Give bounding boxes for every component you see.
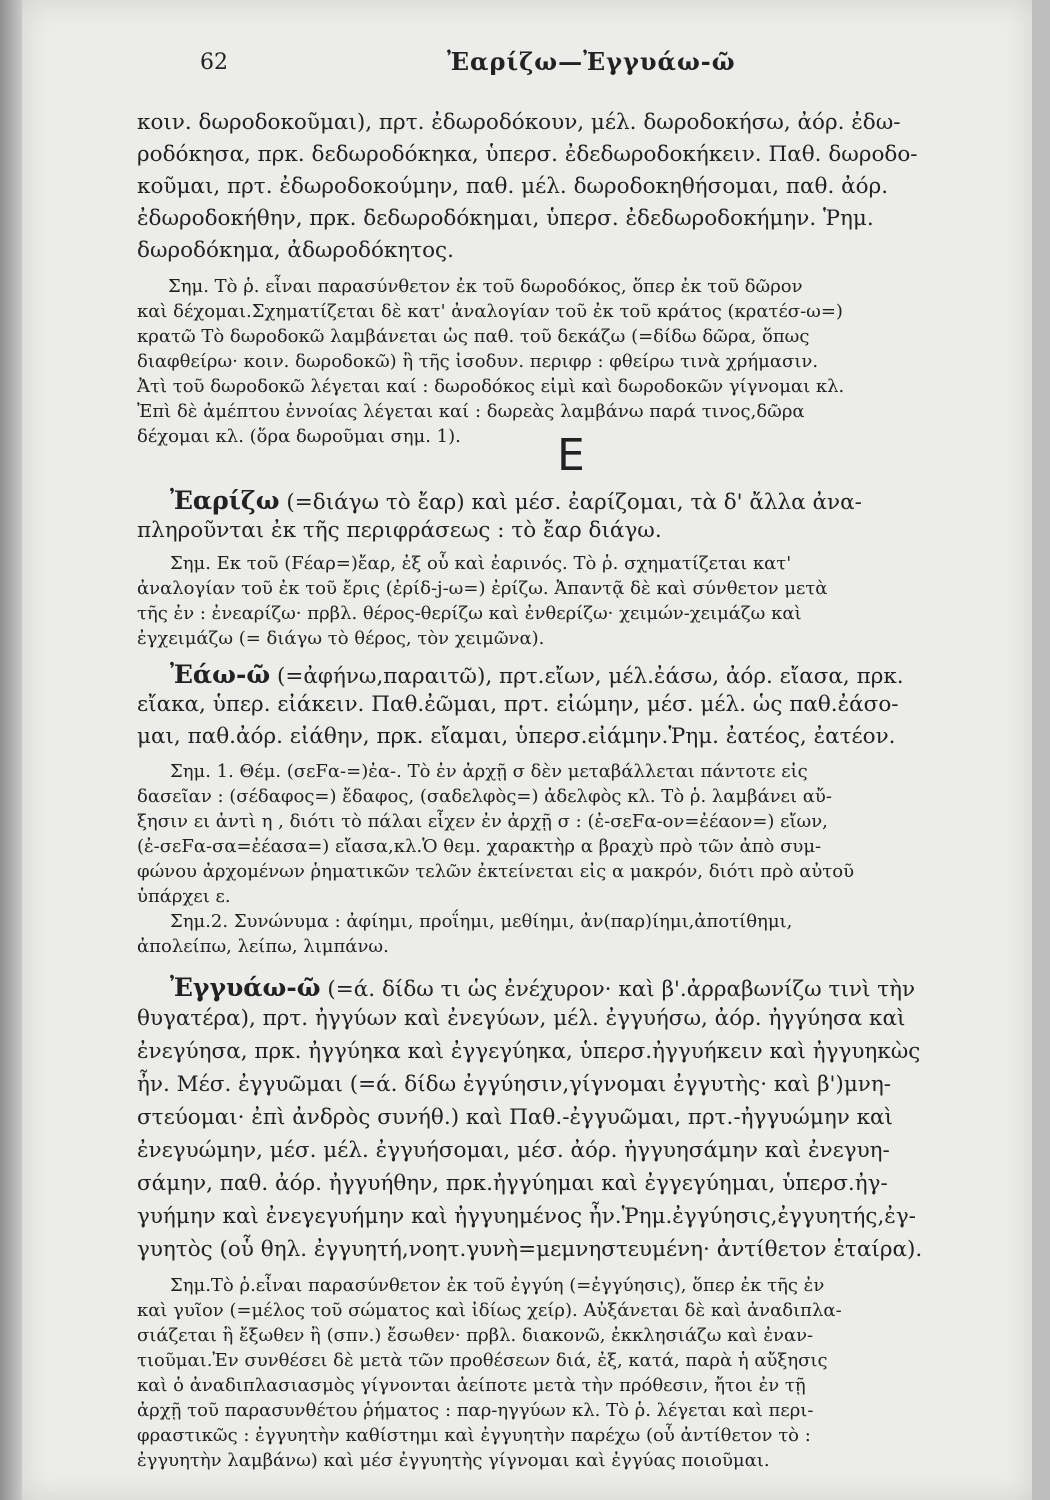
page-number: 62 bbox=[200, 50, 228, 75]
note-line: δασεῖαν : (σέδαφος=) ἔδαφος, (σαδελφὸς=) ἀδελφὸς κλ. Τὸ ῥ. λαμβάνει αὔ- bbox=[137, 786, 832, 807]
text-line: ἐνεγυώμην, μέσ. μέλ. ἐγγυήσομαι, μέσ. ἀόρ. ἠγγυησάμην καὶ ἐνεγυη- bbox=[137, 1138, 890, 1163]
section-letter: Ε bbox=[557, 430, 585, 481]
text-line: σάμην, παθ. ἀόρ. ἠγγυήθην, πρκ.ἠγγύημαι καὶ ἐγγεγύημαι, ὑπερσ.ἠγ- bbox=[137, 1171, 888, 1196]
note-line: καὶ ὁ ἀναδιπλασιασμὸς γίγνονται ἀείποτε μετὰ τὴν πρόθεσιν, ἤτοι ἐν τῇ bbox=[137, 1375, 806, 1396]
text-line: ἐνεγύησα, πρκ. ἠγγύηκα καὶ ἐγγεγύηκα, ὑπερσ.ἠγγυήκειν καὶ ἠγγυηκὼς bbox=[137, 1039, 921, 1064]
note-line: σιάζεται ἢ ἔξωθεν ἢ (σπν.) ἔσωθεν· πρβλ. διακονῶ, ἐκκλησιάζω καὶ ἐναν- bbox=[137, 1325, 814, 1346]
headword: Ἐάω-ῶ bbox=[170, 660, 271, 689]
note-line: Ἐπὶ δὲ ἀμέπτου ἐννοίας λέγεται καί : δωρεὰς λαμβάνω παρά τινος,δῶρα bbox=[137, 401, 805, 422]
note-line: ὑπάρχει ε. bbox=[137, 886, 231, 907]
note-line: ἀρχῇ τοῦ παρασυνθέτου ῥήματος : παρ-ηγγύων κλ. Τὸ ῥ. λέγεται καὶ περι- bbox=[137, 1400, 814, 1421]
note-line: (ἐ-σεFα-σα=ἐέασα=) εἴασα,κλ.Ὁ θεμ. χαρακτὴρ α βραχὺ πρὸ τῶν ἀπὸ συμ- bbox=[137, 836, 822, 857]
text-line: μαι, παθ.ἀόρ. εἰάθην, πρκ. εἴαμαι, ὑπερσ.εἰάμην.Ῥημ. ἐατέος, ἐατέον. bbox=[137, 724, 896, 749]
note-line: δέχομαι κλ. (ὅρα δωροῦμαι σημ. 1). bbox=[137, 426, 461, 447]
note-line: διαφθείρω· κοιν. δωροδοκῶ) ἢ τῆς ἰσοδυν. περιφρ : φθείρω τινὰ χρήμασιν. bbox=[137, 351, 819, 372]
text-line: (=ἀφήνω,παραιτῶ), πρτ.εἴων, μέλ.ἐάσω, ἀόρ. εἴασα, πρκ. bbox=[270, 664, 904, 689]
text-line: ροδόκησα, πρκ. δεδωροδόκηκα, ὑπερσ. ἐδεδωροδοκήκειν. Παθ. δωροδο- bbox=[137, 142, 918, 167]
book-spine-shadow bbox=[0, 0, 22, 1500]
text-line: (=διάγω τὸ ἔαρ) καὶ μέσ. ἐαρίζομαι, τὰ δ' ἄλλα ἀνα- bbox=[279, 490, 862, 515]
text-line: κοιν. δωροδοκοῦμαι), πρτ. ἐδωροδόκουν, μέλ. δωροδοκήσω, ἀόρ. ἐδω- bbox=[137, 110, 901, 135]
note-line: ἀναλογίαν τοῦ ἐκ τοῦ ἔρις (ἐρίδ-j-ω=) ἐρίζω. Ἀπαντᾷ δὲ καὶ σύνθετον μετὰ bbox=[137, 578, 828, 599]
note-line: ἐγγυητὴν λαμβάνω) καὶ μέσ ἐγγυητὴς γίγνομαι καὶ ἐγγύας ποιοῦμαι. bbox=[137, 1450, 770, 1471]
text-line: (=ά. δίδω τι ὡς ἐνέχυρον· καὶ β'.ἀρραβωνίζω τινὶ τὴν bbox=[320, 977, 916, 1002]
note-line: Ἀτὶ τοῦ δωροδοκῶ λέγεται καί : δωροδόκος εἰμὶ καὶ δωροδοκῶν γίγνομαι κλ. bbox=[137, 376, 845, 397]
note-line: Σημ. Εκ τοῦ (Fέαρ=)ἔαρ, ἐξ οὗ καὶ ἐαρινός. Τὸ ῥ. σχηματίζεται κατ' bbox=[170, 553, 792, 574]
note-line: κρατῶ Τὸ δωροδοκῶ λαμβάνεται ὡς παθ. τοῦ δεκάζω (=δίδω δῶρα, ὅπως bbox=[137, 326, 810, 347]
note-line: Σημ. 1. Θέμ. (σεFα-=)ἐα-. Τὸ ἐν ἀρχῇ σ δὲν μεταβάλλεται πάντοτε εἰς bbox=[170, 761, 808, 782]
text-line: γυήμην καὶ ἐνεγεγυήμην καὶ ἠγγυημένος ἦν.Ῥημ.ἐγγύησις,ἐγγυητής,ἐγ- bbox=[137, 1204, 916, 1229]
note-line: Σημ.Τὸ ῥ.εἶναι παρασύνθετον ἐκ τοῦ ἐγγύη (=ἐγγύησις), ὅπερ ἐκ τῆς ἐν bbox=[170, 1275, 825, 1296]
text-line: εἴακα, ὑπερ. εἰάκειν. Παθ.ἐῶμαι, πρτ. εἰώμην, μέσ. μέλ. ὡς παθ.ἐάσο- bbox=[137, 692, 899, 717]
note-line: Σημ. Τὸ ῥ. εἶναι παρασύνθετον ἐκ τοῦ δωροδόκος, ὅπερ ἐκ τοῦ δῶρον bbox=[168, 276, 803, 297]
text-line: πληροῦνται ἐκ τῆς περιφράσεως : τὸ ἔαρ διάγω. bbox=[137, 518, 662, 543]
note-line: Σημ.2. Συνώνυμα : ἀφίημι, προΐημι, μεθίημι, ἀν(παρ)ίημι,ἀποτίθημι, bbox=[170, 911, 793, 932]
dictionary-page bbox=[22, 0, 1032, 1500]
headword: Ἐαρίζω bbox=[170, 486, 280, 515]
note-line: ξησιν ει ἀντὶ η , διότι τὸ πάλαι εἶχεν ἐν ἀρχῇ σ : (ἐ-σεFα-ον=ἐέαον=) εἴων, bbox=[137, 811, 828, 832]
note-line: καὶ δέχομαι.Σχηματίζεται δὲ κατ' ἀναλογίαν τοῦ ἐκ τοῦ κράτος (κρατέσ-ω=) bbox=[137, 301, 843, 322]
note-line: ἐγχειμάζω (= διάγω τὸ θέρος, τὸν χειμῶνα). bbox=[137, 628, 545, 649]
note-line: φώνου ἀρχομένων ῥηματικῶν τελῶν ἐκτείνεται εἰς α μακρόν, διότι πρὸ αὐτοῦ bbox=[137, 861, 855, 882]
running-head: Ἐαρίζω—Ἐγγυάω-ῶ bbox=[447, 47, 736, 76]
note-line: φραστικῶς : ἐγγυητὴν καθίστημι καὶ ἐγγυητὴν παρέχω (οὗ ἀντίθετον τὸ : bbox=[137, 1425, 811, 1446]
text-line: γυητὸς (οὗ θηλ. ἐγγυητή,νοητ.γυνὴ=μεμνηστευμένη· ἀντίθετον ἑταίρα). bbox=[137, 1237, 923, 1262]
note-line: ἀπολείπω, λείπω, λιμπάνω. bbox=[137, 936, 389, 957]
note-line: καὶ γυῖον (=μέλος τοῦ σώματος καὶ ἰδίως χείρ). Αὐξάνεται δὲ καὶ ἀναδιπλα- bbox=[137, 1300, 842, 1321]
headword: Ἐγγυάω-ῶ bbox=[170, 973, 321, 1002]
text-line: θυγατέρα), πρτ. ἠγγύων καὶ ἐνεγύων, μέλ. ἐγγυήσω, ἀόρ. ἠγγύησα καὶ bbox=[137, 1006, 906, 1031]
text-line: στεύομαι· ἐπὶ ἀνδρὸς συνήθ.) καὶ Παθ.-ἐγγυῶμαι, πρτ.-ἠγγυώμην καὶ bbox=[137, 1105, 893, 1130]
note-line: τῆς ἐν : ἐνεαρίζω· πρβλ. θέρος-θερίζω καὶ ἐνθερίζω· χειμών-χειμάζω καὶ bbox=[137, 603, 802, 624]
text-line: ἦν. Μέσ. ἐγγυῶμαι (=ά. δίδω ἐγγύησιν,γίγνομαι ἐγγυτὴς· καὶ β')μνη- bbox=[137, 1072, 892, 1097]
text-line: δωροδόκημα, ἀδωροδόκητος. bbox=[137, 238, 454, 263]
text-line: κοῦμαι, πρτ. ἐδωροδοκούμην, παθ. μέλ. δωροδοκηθήσομαι, παθ. ἀόρ. bbox=[137, 174, 889, 199]
note-line: τιοῦμαι.Ἐν συνθέσει δὲ μετὰ τῶν προθέσεων διά, ἐξ, κατά, παρὰ ἡ αὔξησις bbox=[137, 1350, 828, 1371]
text-line: ἐδωροδοκήθην, πρκ. δεδωροδόκημαι, ὑπερσ. ἐδεδωροδοκήμην. Ῥημ. bbox=[137, 206, 874, 231]
